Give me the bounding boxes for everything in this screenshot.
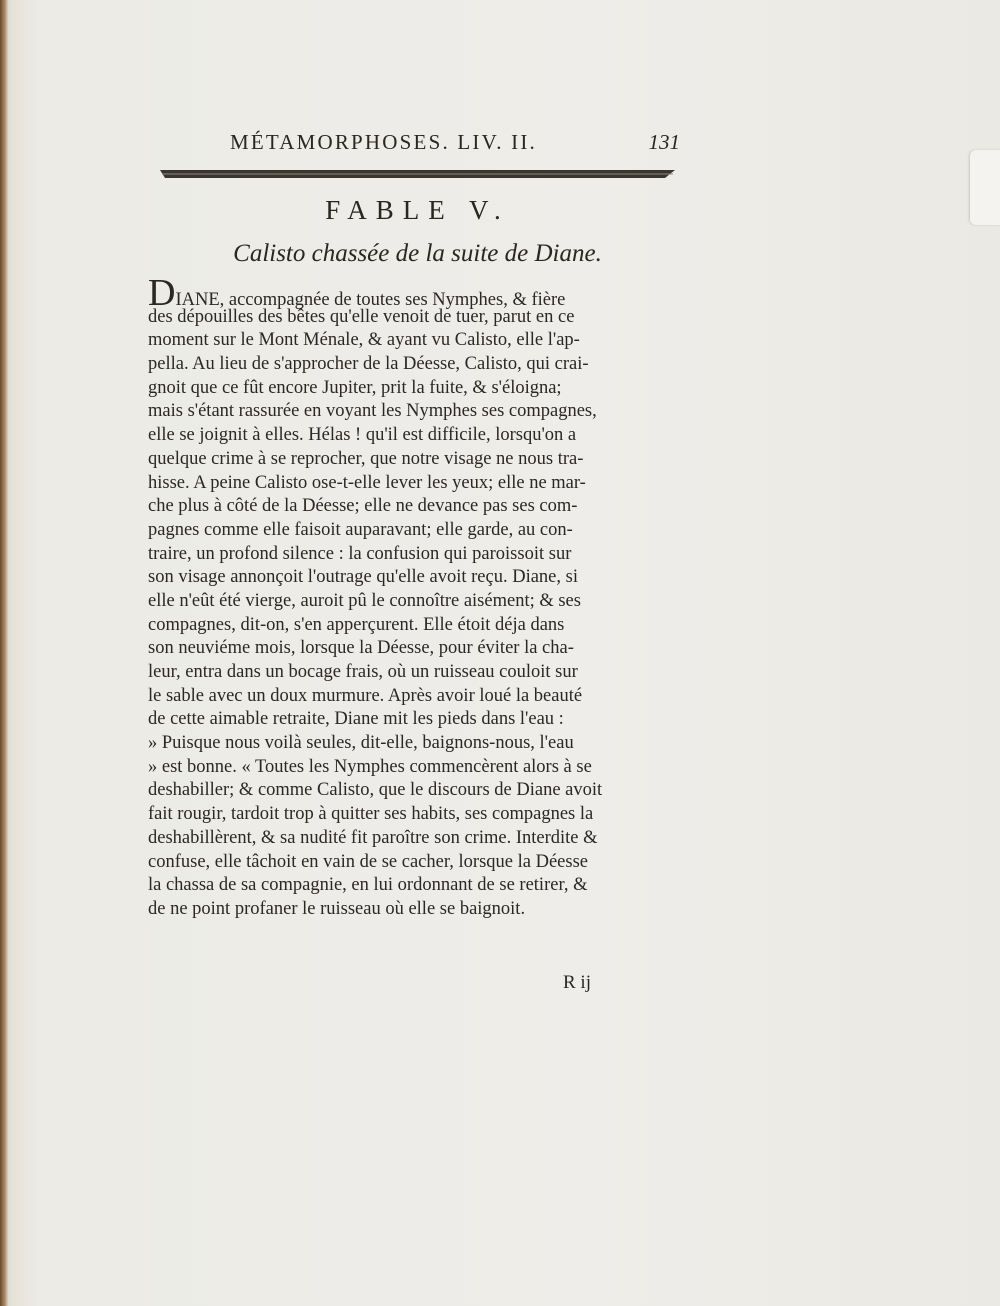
- text-line-content: son visage annonçoit l'outrage qu'elle avoit reçu. Diane, si: [148, 567, 578, 588]
- text-line-content: de ne point profaner le ruisseau où elle se baignoit.: [148, 898, 526, 919]
- page-header: [230, 130, 680, 160]
- text-line: [148, 827, 680, 851]
- page-number: 131: [648, 130, 680, 154]
- text-line: [148, 272, 680, 314]
- text-line: [148, 424, 680, 448]
- text-line-content: deshabillèrent, & sa nudité fit paroître son crime. Interdite &: [148, 827, 598, 848]
- text-line-content: mais s'étant rassurée en voyant les Nymphes ses compagnes,: [148, 401, 597, 422]
- text-line-content: » est bonne. « Toutes les Nymphes commencèrent alors à se: [148, 756, 592, 777]
- binding-edge: [0, 0, 8, 1306]
- text-line-content: IANE, accompagnée de toutes ses Nymphes, & fière: [175, 290, 566, 310]
- text-line: [148, 732, 680, 756]
- text-line: [148, 803, 680, 827]
- text-line: [148, 495, 680, 519]
- text-line: [148, 400, 680, 424]
- text-line: [148, 353, 680, 377]
- text-line-content: quelque crime à se reprocher, que notre visage ne nous tra-: [148, 448, 584, 469]
- fable-title: FABLE V.: [325, 195, 510, 225]
- text-line-content: de cette aimable retraite, Diane mit les pieds dans l'eau :: [148, 709, 564, 730]
- text-line-content: leur, entra dans un bocage frais, où un ruisseau couloit sur: [148, 662, 578, 682]
- text-line-content: deshabiller; & comme Calisto, que le discours de Diane avoit: [148, 780, 603, 801]
- text-line: [148, 329, 680, 353]
- text-line-content: gnoit que ce fût encore Jupiter, prit la fuite, & s'éloigna;: [148, 377, 562, 398]
- text-line: [148, 590, 680, 614]
- text-line: [148, 756, 680, 780]
- text-line-content: elle n'eût été vierge, auroit pû le connoître aisément; & ses: [148, 590, 581, 611]
- text-line-content: pella. Au lieu de s'approcher de la Déesse, Calisto, qui crai-: [148, 354, 589, 375]
- text-line: [148, 448, 680, 472]
- text-line-content: fait rougir, tardoit trop à quitter ses habits, ses compagnes la: [148, 804, 594, 825]
- text-line: [148, 708, 680, 732]
- text-line: [148, 637, 680, 661]
- text-line: [148, 874, 680, 898]
- page-tab: [970, 150, 1000, 225]
- text-line-content: pagnes comme elle faisoit auparavant; elle garde, au con-: [148, 519, 573, 540]
- body-text: [148, 272, 680, 922]
- fable-subtitle: Calisto chassée de la suite de Diane.: [233, 240, 602, 267]
- text-line: [148, 519, 680, 543]
- text-line: [148, 472, 680, 496]
- text-line-content: la chassa de sa compagnie, en lui ordonnant de se retirer, &: [148, 875, 588, 896]
- text-line-content: traire, un profond silence : la confusion qui paroissoit sur: [148, 543, 572, 564]
- text-line: [148, 566, 680, 590]
- text-line-content: che plus à côté de la Déesse; elle ne devance pas ses com-: [148, 496, 578, 517]
- text-line-content: des dépouilles des bêtes qu'elle venoit de tuer, parut en ce: [148, 306, 575, 327]
- signature-mark: R ij: [563, 972, 591, 993]
- text-line: [148, 661, 680, 685]
- text-line: [148, 898, 680, 922]
- text-line-content: compagnes, dit-on, s'en apperçurent. Elle étoit déja dans: [148, 614, 565, 635]
- text-line-content: le sable avec un doux murmure. Après avoir loué la beauté: [148, 685, 583, 706]
- text-line: [148, 377, 680, 401]
- text-line-content: confuse, elle tâchoit en vain de se cacher, lorsque la Déesse: [148, 851, 588, 872]
- text-line: [148, 851, 680, 875]
- text-line-content: » Puisque nous voilà seules, dit-elle, baignons-nous, l'eau: [148, 733, 574, 754]
- running-title: MÉTAMORPHOSES. LIV. II.: [230, 130, 537, 154]
- text-line: [148, 543, 680, 567]
- drop-cap: D: [148, 272, 176, 314]
- text-line-content: elle se joignit à elles. Hélas ! qu'il est difficile, lorsqu'on a: [148, 425, 577, 446]
- text-line-content: moment sur le Mont Ménale, & ayant vu Calisto, elle l'ap-: [148, 330, 580, 351]
- text-line-content: son neuviéme mois, lorsque la Déesse, pour éviter la cha-: [148, 638, 574, 659]
- text-line: [148, 306, 680, 330]
- text-line-content: hisse. A peine Calisto ose-t-elle lever les yeux; elle ne mar-: [148, 472, 586, 493]
- header-rule: [160, 166, 675, 182]
- text-line: [148, 614, 680, 638]
- text-line: [148, 685, 680, 709]
- text-line: [148, 779, 680, 803]
